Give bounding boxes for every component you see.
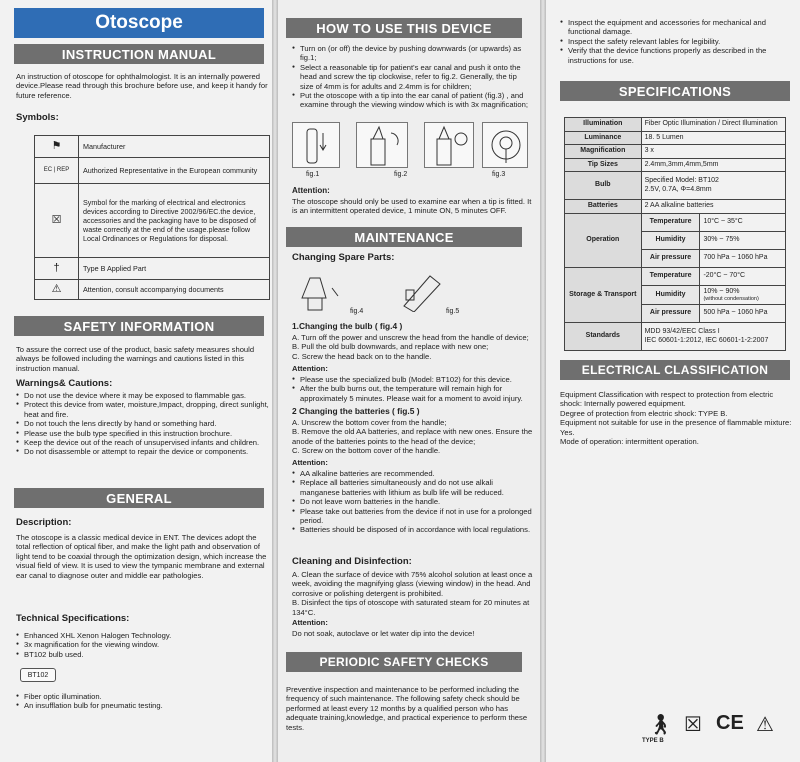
bulb-step: C. Screw the head back on to the handle. bbox=[292, 351, 432, 361]
safety-info-header: SAFETY INFORMATION bbox=[14, 316, 264, 336]
how-to-item: ● Put the otoscope with a tip into the ear canal of patient (fig.3) , and examine through the viewing window which is with 3x magnification; bbox=[292, 91, 532, 110]
description-heading: Description: bbox=[16, 517, 72, 528]
fig4-label: fig.4 bbox=[350, 308, 364, 315]
symbol-text: Symbol for the marking of electrical and electronics devices according to Directive 2002/96/EC.the device, accessories and the packaging have to be disposed of waste correctly at the end of the usage.please follow Local Ordinances or Regulations for disposal. bbox=[79, 184, 270, 258]
fig3-label: fig.3 bbox=[492, 171, 506, 178]
spec-value: -20°C ~ 70°C bbox=[700, 267, 786, 285]
how-to-item: ● Turn on (or off) the device by pushing downwards (or upwards) as fig.1; bbox=[292, 44, 532, 63]
spare-parts-heading: Changing Spare Parts: bbox=[292, 252, 395, 263]
fig4-illustration bbox=[292, 268, 348, 312]
cleaning-step: B. Disinfect the tips of otoscope with saturated steam for 20 minutes at 134°C. bbox=[292, 598, 530, 617]
safety-checks-list bbox=[560, 18, 796, 65]
spec-label: Luminance bbox=[565, 131, 642, 145]
attention-heading: Attention: bbox=[292, 458, 328, 467]
spec-label: Tip Sizes bbox=[565, 158, 642, 172]
spec-value: Fiber Optic Illumination / Direct Illumination bbox=[641, 118, 785, 132]
how-to-use-header: HOW TO USE THIS DEVICE bbox=[286, 18, 522, 38]
spec-label: Operation bbox=[565, 213, 642, 267]
spec-value: 30% ~ 75% bbox=[700, 231, 786, 249]
electrical-classification-text bbox=[560, 390, 792, 446]
attention-item: ● Replace all batteries simultaneously and do not use alkali manganese batteries with lithium as bulb life will be reduced. bbox=[292, 478, 534, 497]
spec-label: Batteries bbox=[565, 200, 642, 214]
spec-label: Magnification bbox=[565, 145, 642, 159]
symbols-heading: Symbols: bbox=[16, 112, 59, 123]
type-b-icon: † bbox=[35, 258, 79, 280]
symbol-text: Authorized Representative in the European community bbox=[79, 158, 270, 184]
cleaning-heading: Cleaning and Disinfection: bbox=[292, 556, 412, 567]
elec-item: Mode of operation: intermittent operation. bbox=[560, 437, 699, 447]
periodic-checks-header: PERIODIC SAFETY CHECKS bbox=[286, 652, 522, 672]
warning-item: ● Do not use the device where it may be exposed to flammable gas. bbox=[16, 391, 270, 400]
weee-bin-icon: ☒ bbox=[684, 714, 702, 736]
description-text: The otoscope is a classic medical device in ENT. The devices adopt the total reflection of optical fiber, and make the light path and observation of light tend to be coaxial through the optimization design, which increase the visual field of view. It is used to view the tympanic membrane and external ear canal to diagnose outer and middle ear pathologies. bbox=[16, 533, 267, 580]
electrical-classification-header: ELECTRICAL CLASSIFICATION bbox=[560, 360, 790, 380]
maintenance-header: MAINTENANCE bbox=[286, 227, 522, 247]
attention-list bbox=[292, 375, 534, 403]
panel-middle bbox=[278, 0, 540, 762]
type-b-caption: TYPE B bbox=[642, 738, 664, 744]
bulb-step: A. Turn off the power and unscrew the head from the handle of device; bbox=[292, 333, 529, 342]
check-item: ● Inspect the equipment and accessories for mechanical and functional damage. bbox=[560, 18, 796, 37]
warning-item: ● Protect this device from water, moisture,Impact, dropping, direct sunlight, heat and fire. bbox=[16, 400, 270, 419]
instruction-manual-header: INSTRUCTION MANUAL bbox=[14, 44, 264, 64]
type-b-icon: 🚶︎ bbox=[648, 714, 674, 736]
fig1-illustration bbox=[292, 122, 340, 168]
specifications-header: SPECIFICATIONS bbox=[560, 81, 790, 101]
safety-intro: To assure the correct use of the product, basic safety measures should always be followed including the warnings and cautions listed in this instruction manual. bbox=[16, 345, 255, 373]
spec-value: 10°C ~ 35°C bbox=[700, 213, 786, 231]
spec-value bbox=[700, 285, 786, 305]
tech-specs-list-2 bbox=[16, 692, 270, 711]
spec-value: 700 hPa ~ 1060 hPa bbox=[700, 249, 786, 267]
how-to-item: ● Select a reasonable tip for patient's ear canal and push it onto the head and screw the tip clockwise, refer to fig.2. Generally, the tip size of 4mm is for adults and 2.4mm is for children; bbox=[292, 63, 532, 91]
cleaning-step: A. Clean the surface of device with 75% alcohol solution at least once a week, avoiding the magnifying glass (viewing window) in the head. And corrosive or polishing detergent is prohibited. bbox=[292, 570, 533, 598]
fig2b-illustration bbox=[424, 122, 474, 168]
spec-value: 3 x bbox=[641, 145, 785, 159]
spec-value bbox=[641, 172, 785, 200]
attention-text: Do not soak, autoclave or let water dip into the device! bbox=[292, 629, 475, 638]
tech-item: ● 3x magnification for the viewing window. bbox=[16, 640, 270, 649]
check-item: ● Verify that the device functions properly as described in the instructions for use. bbox=[560, 46, 796, 65]
bulb-step: B. Pull the old bulb downwards, and replace with new one; bbox=[292, 342, 489, 352]
warning-item: ● Keep the device out of the reach of unsupervised infants and children. bbox=[16, 438, 270, 447]
standards-iec: IEC 60601-1:2012, IEC 60601-1-2:2007 bbox=[644, 336, 769, 344]
bulb-rating: 2.5V, 0.7A, Φ=4.8mm bbox=[644, 185, 712, 193]
spec-label: Bulb bbox=[565, 172, 642, 200]
tech-specs-list bbox=[16, 631, 270, 659]
warning-item: ● Do not disassemble or attempt to repair the device or components. bbox=[16, 447, 270, 456]
tech-item: ● An insufflation bulb for pneumatic testing. bbox=[16, 701, 270, 710]
symbols-table bbox=[34, 135, 270, 300]
ec-rep-icon: EC | REP bbox=[35, 158, 79, 184]
spec-value bbox=[641, 323, 785, 351]
standards-mdd: MDD 93/42/EEC Class I bbox=[644, 328, 720, 335]
spec-value: 2 AA alkaline batteries bbox=[641, 200, 785, 214]
spec-value: 18. 5 Lumen bbox=[641, 131, 785, 145]
attention-item: ● Do not leave worn batteries in the handle. bbox=[292, 497, 534, 506]
attention-item: ● After the bulb burns out, the temperature will remain high for approximately 5 minutes. Please wait for a moment to avoid injury. bbox=[292, 384, 534, 403]
battery-step: B. Remove the old AA batteries, and replace with new ones. Ensure the anode of the batteries points to the head of the device; bbox=[292, 427, 533, 446]
changing-bulb-heading: 1.Changing the bulb ( fig.4 ) bbox=[292, 321, 403, 331]
fig5-illustration bbox=[396, 266, 456, 312]
warning-triangle-icon: ⚠ bbox=[35, 280, 79, 300]
spec-label: Standards bbox=[565, 323, 642, 351]
attention-item: ● Please use the specialized bulb (Model: BT102) for this device. bbox=[292, 375, 534, 384]
spec-label: Storage & Transport bbox=[565, 267, 642, 323]
tech-item: ● Fiber optic illumination. bbox=[16, 692, 270, 701]
attention-item: ● Batteries should be disposed of in accordance with local regulations. bbox=[292, 525, 534, 534]
intro-text: An instruction of otoscope for ophthalmologist. It is an internally powered device.Please read through this brochure before use, and keep it handy for future reference. bbox=[16, 72, 268, 100]
spec-sublabel: Air pressure bbox=[641, 249, 700, 267]
symbol-text: Type B Applied Part bbox=[79, 258, 270, 280]
tech-item: ● Enhanced XHL Xenon Halogen Technology. bbox=[16, 631, 270, 640]
cleaning-steps bbox=[292, 570, 534, 617]
weee-bin-icon: ☒ bbox=[35, 184, 79, 258]
attention-heading: Attention: bbox=[292, 186, 330, 195]
periodic-text: Preventive inspection and maintenance to be performed including the frequency of such maintenance. The following safety check should be performed at least every 12 months by a qualified person who has adequate training,knowledge, and practical experience to perform these tests. bbox=[286, 685, 528, 732]
spec-value: 500 hPa ~ 1060 hPa bbox=[700, 305, 786, 323]
battery-step: A. Unscrew the bottom cover from the handle; bbox=[292, 418, 447, 427]
warning-item: ● Please use the bulb type specified in this instruction brochure. bbox=[16, 429, 270, 438]
storage-humidity: 10% ~ 90% bbox=[703, 287, 740, 295]
elec-item: Degree of protection from electric shock: TYPE B. bbox=[560, 408, 728, 418]
fig5-label: fig.5 bbox=[446, 308, 460, 315]
attention-item: ● Please take out batteries from the device if not in use for a prolonged period. bbox=[292, 507, 534, 526]
symbol-text: Manufacturer bbox=[79, 136, 270, 158]
attention-list bbox=[292, 469, 534, 535]
spec-sublabel: Air pressure bbox=[641, 305, 700, 323]
spec-sublabel: Humidity bbox=[641, 231, 700, 249]
fig2-label: fig.2 bbox=[394, 171, 408, 178]
panel-right bbox=[546, 0, 800, 762]
bulb-diagram: BT102 bbox=[20, 668, 56, 682]
warnings-heading: Warnings& Cautions: bbox=[16, 378, 113, 389]
condensation-note: (without condensation) bbox=[703, 296, 759, 302]
check-item: ● Inspect the safety relevant lables for legibility. bbox=[560, 37, 796, 46]
ce-mark-icon: CE bbox=[716, 712, 744, 734]
attention-text: The otoscope should only be used to examine ear when a tip is fitted. It is an intermittent operated device, 1 minute ON, 5 minutes OFF. bbox=[292, 197, 532, 216]
warnings-list bbox=[16, 391, 270, 457]
elec-item: Equipment not suitable for use in the presence of flammable mixture: Yes. bbox=[560, 418, 792, 437]
tech-specs-heading: Technical Specifications: bbox=[16, 613, 130, 624]
attention-item: ● AA alkaline batteries are recommended. bbox=[292, 469, 534, 478]
changing-batteries-heading: 2 Changing the batteries ( fig.5 ) bbox=[292, 406, 420, 416]
warning-triangle-icon: ⚠ bbox=[756, 714, 774, 736]
fig1-label: fig.1 bbox=[306, 171, 320, 178]
warning-item: ● Do not touch the lens directly by hand or something hard. bbox=[16, 419, 270, 428]
tech-item: ● BT102 bulb used. bbox=[16, 650, 270, 659]
bulb-steps bbox=[292, 333, 534, 361]
spec-sublabel: Temperature bbox=[641, 267, 700, 285]
fig2-illustration bbox=[356, 122, 408, 168]
specifications-table bbox=[564, 117, 786, 351]
attention-heading: Attention: bbox=[292, 364, 328, 373]
spec-sublabel: Temperature bbox=[641, 213, 700, 231]
manufacturer-icon: ⚑ bbox=[35, 136, 79, 158]
spec-sublabel: Humidity bbox=[641, 285, 700, 305]
symbol-text: Attention, consult accompanying documents bbox=[79, 280, 270, 300]
spec-value: 2.4mm,3mm,4mm,5mm bbox=[641, 158, 785, 172]
spec-label: Illumination bbox=[565, 118, 642, 132]
elec-item: Equipment Classification with respect to protection from electric shock: Internally powered equipment. bbox=[560, 390, 774, 409]
bulb-model: Specified Model: BT102 bbox=[644, 177, 719, 184]
battery-steps bbox=[292, 418, 534, 456]
battery-step: C. Screw on the bottom cover of the handle. bbox=[292, 446, 441, 456]
general-header: GENERAL bbox=[14, 488, 264, 508]
fig3-illustration bbox=[482, 122, 528, 168]
document-title: Otoscope bbox=[14, 8, 264, 38]
panel-left bbox=[0, 0, 272, 762]
how-to-list bbox=[292, 44, 532, 110]
attention-heading: Attention: bbox=[292, 618, 328, 627]
